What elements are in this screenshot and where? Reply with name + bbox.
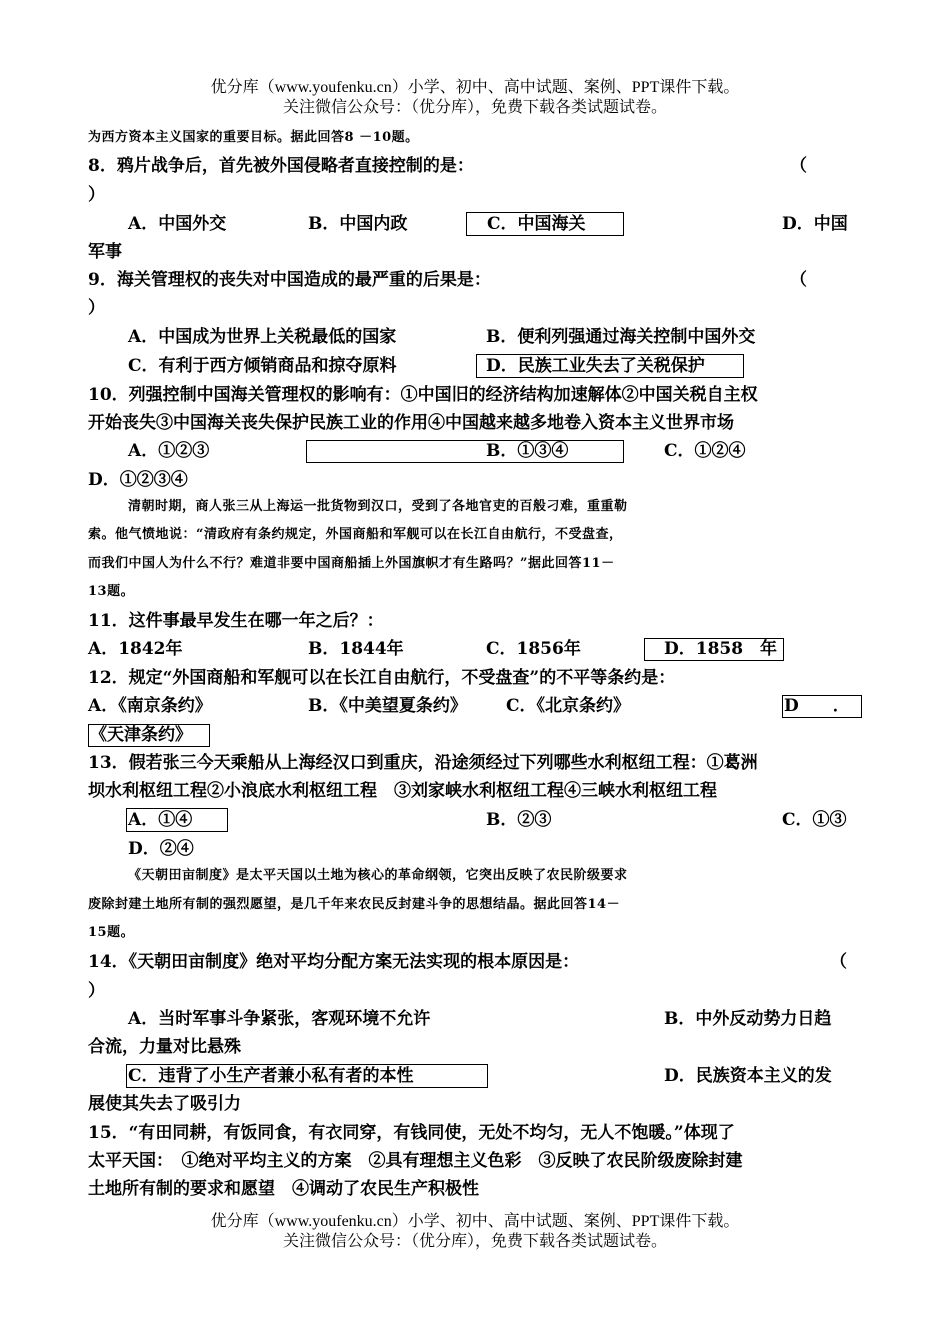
q12-option-a: A．《南京条约》	[88, 696, 212, 716]
q14-option-d-cont: 展使其失去了吸引力	[88, 1094, 241, 1114]
q12-option-d-cont: 《天津条约》	[90, 725, 192, 745]
page-footer-line1: 优分库（www.youfenku.cn）小学、初中、高中试题、案例、PPT课件下载。	[210, 1213, 740, 1230]
q11-option-a: A．1842年	[88, 639, 183, 659]
q14-option-a: A．当时军事斗争紧张，客观环境不允许	[128, 1009, 431, 1029]
q10-stem-line1: 10．列强控制中国海关管理权的影响有：①中国旧的经济结构加速解体②中国关税自主权	[88, 385, 758, 405]
passage2-line2: 索。他气愤地说：“清政府有条约规定，外国商船和军舰可以在长江自由航行，不受盘查，	[88, 527, 623, 542]
q12-stem: 12．规定“外国商船和军舰可以在长江自由航行，不受盘查”的不平等条约是：	[88, 668, 676, 688]
q14-option-b-cont: 合流，力量对比悬殊	[88, 1037, 241, 1057]
q8-option-a: A．中国外交	[128, 214, 227, 234]
page-header-line2: 关注微信公众号：（优分库），免费下载各类试题试卷。	[282, 99, 667, 116]
q10-option-b: B．①③④	[486, 441, 569, 461]
q13-option-b: B．②③	[486, 810, 552, 830]
q10-stem-line2: 开始丧失③中国海关丧失保护民族工业的作用④中国越来越多地卷入资本主义世界市场	[88, 413, 734, 433]
q13-stem-line2: 坝水利枢纽工程②小浪底水利枢纽工程 ③刘家峡水利枢纽工程④三峡水利枢纽工程	[88, 781, 717, 801]
q12-option-b: B．《中美望夏条约》	[308, 696, 467, 716]
passage2-line3: 而我们中国人为什么不行？难道非要中国商船插上外国旗帜才有生路吗？”据此回答11－	[88, 556, 615, 571]
q11-option-c: C．1856年	[486, 639, 581, 659]
q11-option-d: D．1858 年	[664, 639, 778, 659]
q14-stem: 14．《天朝田亩制度》绝对平均分配方案无法实现的根本原因是：	[88, 952, 580, 972]
q10-option-c: C．①②④	[664, 441, 746, 461]
q9-option-a: A．中国成为世界上关税最低的国家	[128, 327, 397, 347]
passage3-line2: 废除封建土地所有制的强烈愿望，是几千年来农民反封建斗争的思想结晶。据此回答14－	[88, 897, 621, 912]
page-header-line1: 优分库（www.youfenku.cn）小学、初中、高中试题、案例、PPT课件下载。	[210, 79, 740, 96]
q8-option-d-cont: 军事	[88, 242, 122, 262]
q15-stem-line2: 太平天国： ①绝对平均主义的方案 ②具有理想主义色彩 ③反映了农民阶级废除封建	[88, 1151, 743, 1171]
passage3-line3: 15题。	[88, 925, 135, 940]
q13-option-d: D．②④	[128, 839, 194, 859]
q15-stem-line3: 土地所有制的要求和愿望 ④调动了农民生产积极性	[88, 1179, 479, 1199]
intro-passage-tail: 为西方资本主义国家的重要目标。据此回答8 －10题。	[88, 130, 419, 145]
q10-option-d: D．①②③④	[88, 470, 188, 490]
q9-option-c: C．有利于西方倾销商品和掠夺原料	[128, 356, 397, 376]
q9-option-d: D．民族工业失去了关税保护	[486, 356, 705, 376]
q12-option-c: C．《北京条约》	[506, 696, 631, 716]
q14-option-b: B．中外反动势力日趋	[664, 1009, 832, 1029]
q12-option-d: D ．	[784, 696, 850, 716]
page-footer-line2: 关注微信公众号：（优分库），免费下载各类试题试卷。	[282, 1233, 667, 1250]
q9-paren-close: ）	[88, 298, 105, 318]
q14-paren-open: （	[830, 952, 847, 972]
q8-paren-close: ）	[88, 185, 105, 205]
q13-option-c: C．①③	[782, 810, 847, 830]
q10-answer-box	[306, 440, 624, 463]
q13-option-a: A．①④	[128, 810, 193, 830]
passage2-line1: 清朝时期，商人张三从上海运一批货物到汉口，受到了各地官吏的百般刁难，重重勒	[128, 499, 628, 514]
q8-option-d: D．中国	[782, 214, 848, 234]
q8-paren-open: （	[790, 156, 807, 176]
q14-option-d: D．民族资本主义的发	[664, 1066, 832, 1086]
q9-option-b: B．便利列强通过海关控制中国外交	[486, 327, 756, 347]
q11-stem: 11．这件事最早发生在哪一年之后？：	[88, 611, 384, 631]
q14-option-c: C．违背了小生产者兼小私有者的本性	[128, 1066, 414, 1086]
passage3-line1: 《天朝田亩制度》是太平天国以土地为核心的革命纲领，它突出反映了农民阶级要求	[128, 868, 628, 883]
q11-option-b: B．1844年	[308, 639, 404, 659]
q15-stem-line1: 15．“有田同耕，有饭同食，有衣同穿，有钱同使，无处不均匀，无人不饱暖。”体现了	[88, 1123, 735, 1143]
q8-option-c: C．中国海关	[487, 214, 586, 234]
passage2-line4: 13题。	[88, 584, 135, 599]
q10-option-a: A．①②③	[128, 441, 210, 461]
q9-paren-open: （	[790, 270, 807, 290]
q9-stem: 9．海关管理权的丧失对中国造成的最严重的后果是：	[88, 270, 491, 290]
q8-option-b: B．中国内政	[308, 214, 408, 234]
q13-stem-line1: 13．假若张三今天乘船从上海经汉口到重庆，沿途须经过下列哪些水利枢纽工程：①葛洲	[88, 753, 758, 773]
q14-paren-close: ）	[88, 981, 105, 1001]
q8-stem: 8．鸦片战争后，首先被外国侵略者直接控制的是：	[88, 156, 474, 176]
